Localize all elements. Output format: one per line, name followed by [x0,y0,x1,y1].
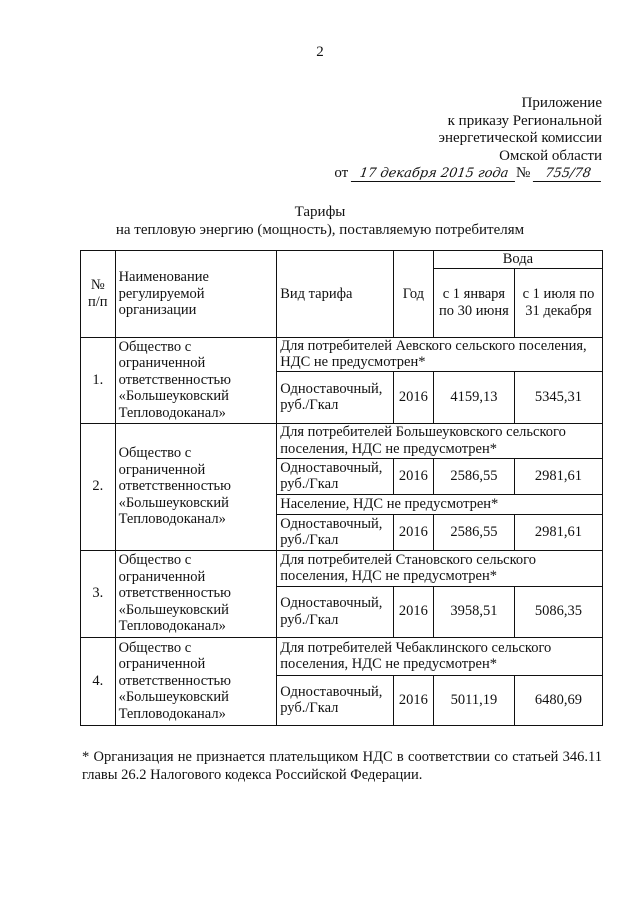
tariff-value-h1: 5011,19 [433,675,514,725]
organization-name: Общество с ограниченной ответственностью «Большеуковский Тепловодоканал» [115,550,277,637]
consumer-group: Для потребителей Чебаклинского сельского поселения, НДС не предусмотрен* [277,637,603,675]
tariff-type: Одноставочный, руб./Гкал [277,586,394,637]
tariff-year: 2016 [393,586,433,637]
handwritten-date: 17 декабря 2015 года [351,166,517,182]
organization-name: Общество с ограниченной ответственностью «Большеуковский Тепловодоканал» [115,337,277,423]
tariff-year: 2016 [393,458,433,494]
appendix-line-3: энергетической комиссии [438,130,602,146]
tariff-type: Одноставочный, руб./Гкал [277,514,394,550]
table-row [81,423,603,458]
title-line-2: на тепловую энергию (мощность), поставляемую потребителям [115,222,525,238]
row-number: 3. [81,550,116,637]
organization-name: Общество с ограниченной ответственностью «Большеуковский Тепловодоканал» [115,637,277,725]
consumer-group: Население, НДС не предусмотрен* [277,494,603,514]
handwritten-number: 755/78 [533,166,603,182]
document-title [0,203,640,239]
tariff-value-h2: 6480,69 [514,675,602,725]
table-row [81,550,603,586]
table-row [81,637,603,675]
tariff-value-h2: 5086,35 [514,586,602,637]
number-label: № [515,165,531,181]
tariff-type: Одноставочный, руб./Гкал [277,458,394,494]
row-number: 4. [81,637,116,725]
organization-name: Общество с ограниченной ответственностью «Большеуковский Тепловодоканал» [115,423,277,550]
tariff-type: Одноставочный, руб./Гкал [277,371,394,423]
tariff-value-h1: 3958,51 [433,586,514,637]
tariff-value-h2: 5345,31 [514,371,602,423]
tariff-value-h2: 2981,61 [514,458,602,494]
header-type: Вид тарифа [277,251,394,338]
row-number: 1. [81,337,116,423]
header-period-2: с 1 июля по 31 декабря [514,268,602,337]
appendix-block [334,95,602,183]
header-water: Вода [433,251,602,269]
tariff-year: 2016 [393,514,433,550]
tariff-value-h2: 2981,61 [514,514,602,550]
header-year: Год [393,251,433,338]
title-line-1: Тарифы [294,204,346,220]
appendix-line-4: Омской области [499,147,602,164]
header-org: Наименование регулируемой организации [115,251,277,338]
header-num: № п/п [81,251,116,338]
consumer-group: Для потребителей Аевского сельского поселения, НДС не предусмотрен* [277,337,603,371]
tariff-type: Одноставочный, руб./Гкал [277,675,394,725]
row-number: 2. [81,423,116,550]
header-period-1: с 1 января по 30 июня [433,268,514,337]
tariff-value-h1: 4159,13 [433,371,514,423]
tariff-year: 2016 [393,675,433,725]
tariff-value-h1: 2586,55 [433,458,514,494]
tariff-year: 2016 [393,371,433,423]
consumer-group: Для потребителей Становского сельского поселения, НДС не предусмотрен* [277,550,603,586]
tariff-value-h1: 2586,55 [433,514,514,550]
appendix-line-1: Приложение [521,95,602,111]
appendix-line-2: к приказу Региональной [447,112,602,129]
tariff-table [80,250,603,726]
footnote: * Организация не признается плательщиком НДС в соответствии со статьей 346.11 главы 26.2 Налогового кодекса Российской Федерации. [82,749,602,783]
table-row [81,337,603,371]
from-label: от [334,165,349,181]
order-date-line [334,165,602,183]
page-number: 2 [316,44,324,60]
consumer-group: Для потребителей Большеуковского сельского поселения, НДС не предусмотрен* [277,423,603,458]
